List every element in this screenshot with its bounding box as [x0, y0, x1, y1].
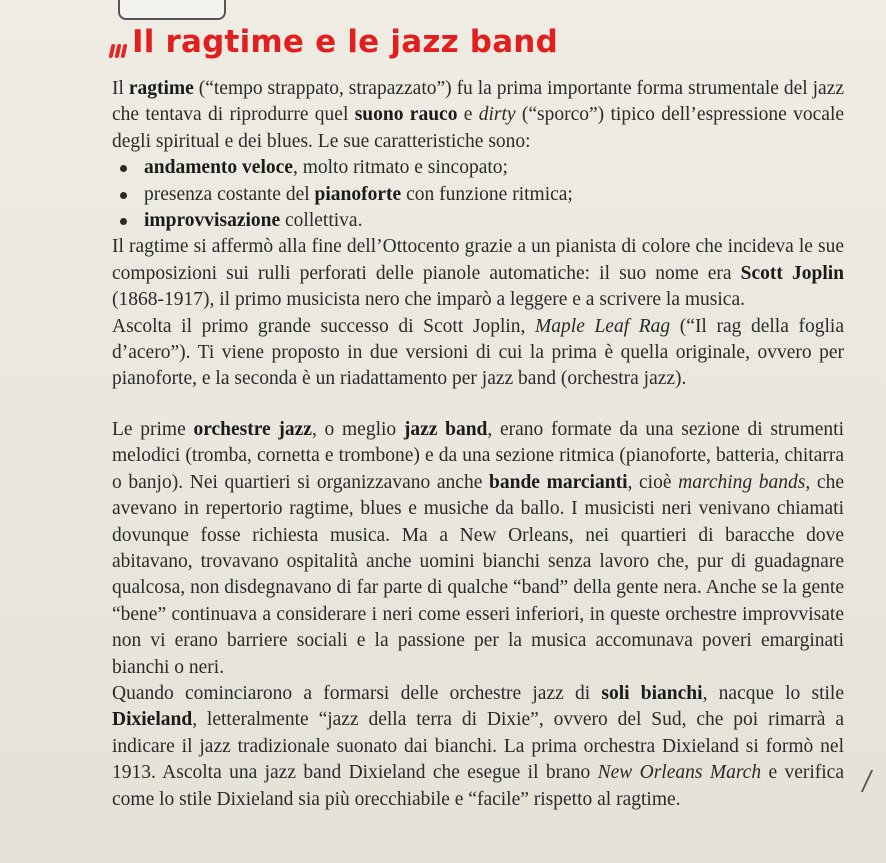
section-header: [110, 24, 558, 60]
paragraph-maple-leaf-rag: [112, 314, 844, 393]
bold-term: ragtime: [128, 78, 194, 99]
body-text: [112, 76, 844, 813]
paragraph-dixieland: [112, 681, 844, 813]
paragraph-intro: [112, 76, 844, 155]
text-run: collettiva.: [280, 210, 363, 232]
text-run: , molto ritmato e sincopato;: [292, 157, 508, 179]
bold-term: soli bianchi: [601, 682, 703, 704]
section-title: Il ragtime e le jazz band: [132, 24, 558, 60]
bold-term: improvvisazione: [144, 210, 281, 232]
text-run: , erano formate da una sezione di strumenti melodici (tromba, cornetta e trombone) e da una sezione ritmica (pianoforte, batteria, chitarra o banjo). Nei quartieri si organizzavano anche: [112, 418, 844, 493]
text-run: Le prime: [112, 418, 194, 440]
text-run: (“Il rag della foglia d’acero”). Ti viene proposto in due versioni di cui la prima è quella originale, ovvero per pianoforte, e la seconda è un riadattamento per jazz band (orchestra jazz).: [112, 315, 844, 390]
italic-term: marching bands: [678, 471, 806, 493]
text-run: Il ragtime si affermò alla fine dell’Ottocento grazie a un pianista di colore che incideva le sue composizioni sui rulli perforati delle pianole automatiche: il suo nome era: [112, 236, 844, 284]
italic-term: New Orleans March: [597, 762, 762, 784]
bold-term: Dixieland: [112, 709, 193, 731]
text-run: , che avevano in repertorio ragtime, blues e musiche da ballo. I musicisti neri venivano chiamati dovunque fosse richiesta musica. Ma a New Orleans, nei quartieri di baracche dove abitavano, trovavano ospitalità anche uomini bianchi senza lavoro che, pur di guadagnare qualcosa, non disdegnavano di far parte di qualche “band” della gente nera. Anche se la gente “bene” continuava a considerare i neri come esseri inferiori, in queste orchestre improvvisate non vi erano barriere sociali e la passione per la musica accomunava poveri emarginati bianchi o neri.: [112, 471, 844, 678]
text-run: con funzione ritmica;: [401, 183, 573, 205]
text-run: Ascolta il primo grande successo di Scott Joplin,: [112, 315, 536, 337]
text-run: (“sporco”) tipico dell’espressione vocale degli spiritual e dei blues. Le sue caratteristiche sono:: [112, 104, 845, 152]
list-item: [112, 208, 844, 234]
list-item: [112, 182, 844, 208]
text-run: , cioè: [627, 471, 679, 493]
text-run: (“tempo strappato, strapazzato”) fu la prima importante forma strumentale del jazz che tentava di riprodurre quel: [112, 78, 845, 126]
italic-term: Maple Leaf Rag: [535, 315, 671, 337]
margin-mark: [861, 770, 873, 792]
text-run: , nacque lo stile: [702, 682, 844, 704]
text-run: , o meglio: [311, 418, 404, 440]
text-run: Il: [112, 78, 129, 99]
bold-term: jazz band: [403, 418, 488, 440]
list-item: [112, 155, 844, 181]
text-run: e: [457, 104, 479, 126]
bold-term: suono rauco: [354, 104, 458, 126]
paragraph-jazz-band: [112, 417, 844, 681]
italic-term: dirty: [478, 104, 516, 126]
characteristics-list: [112, 155, 844, 234]
bold-term: Scott Joplin: [740, 262, 845, 284]
bold-term: orchestre jazz: [193, 418, 312, 440]
top-frame-box: [118, 0, 226, 20]
text-run: (1868-1917), il primo musicista nero che imparò a leggere e a scrivere la musica.: [112, 289, 745, 311]
bold-term: andamento veloce: [144, 157, 293, 179]
bold-term: pianoforte: [314, 183, 402, 205]
triple-chevron-icon: [110, 34, 126, 58]
paragraph-scott-joplin: [112, 234, 844, 313]
bold-term: bande marcianti: [489, 471, 628, 493]
text-run: e verifica come lo stile Dixieland sia più orecchiabile e “facile” rispetto al ragtime.: [112, 762, 844, 810]
paragraph-gap: [112, 393, 844, 417]
text-run: Quando cominciarono a formarsi delle orchestre jazz di: [112, 682, 602, 704]
text-run: , letteralmente “jazz della terra di Dixie”, ovvero del Sud, che poi rimarrà a indicare il jazz tradizionale suonato dai bianchi. La prima orchestra Dixieland si formò nel 1913. Ascolta una jazz band Dixieland che esegue il brano: [112, 709, 844, 784]
text-run: presenza costante del: [144, 183, 315, 205]
